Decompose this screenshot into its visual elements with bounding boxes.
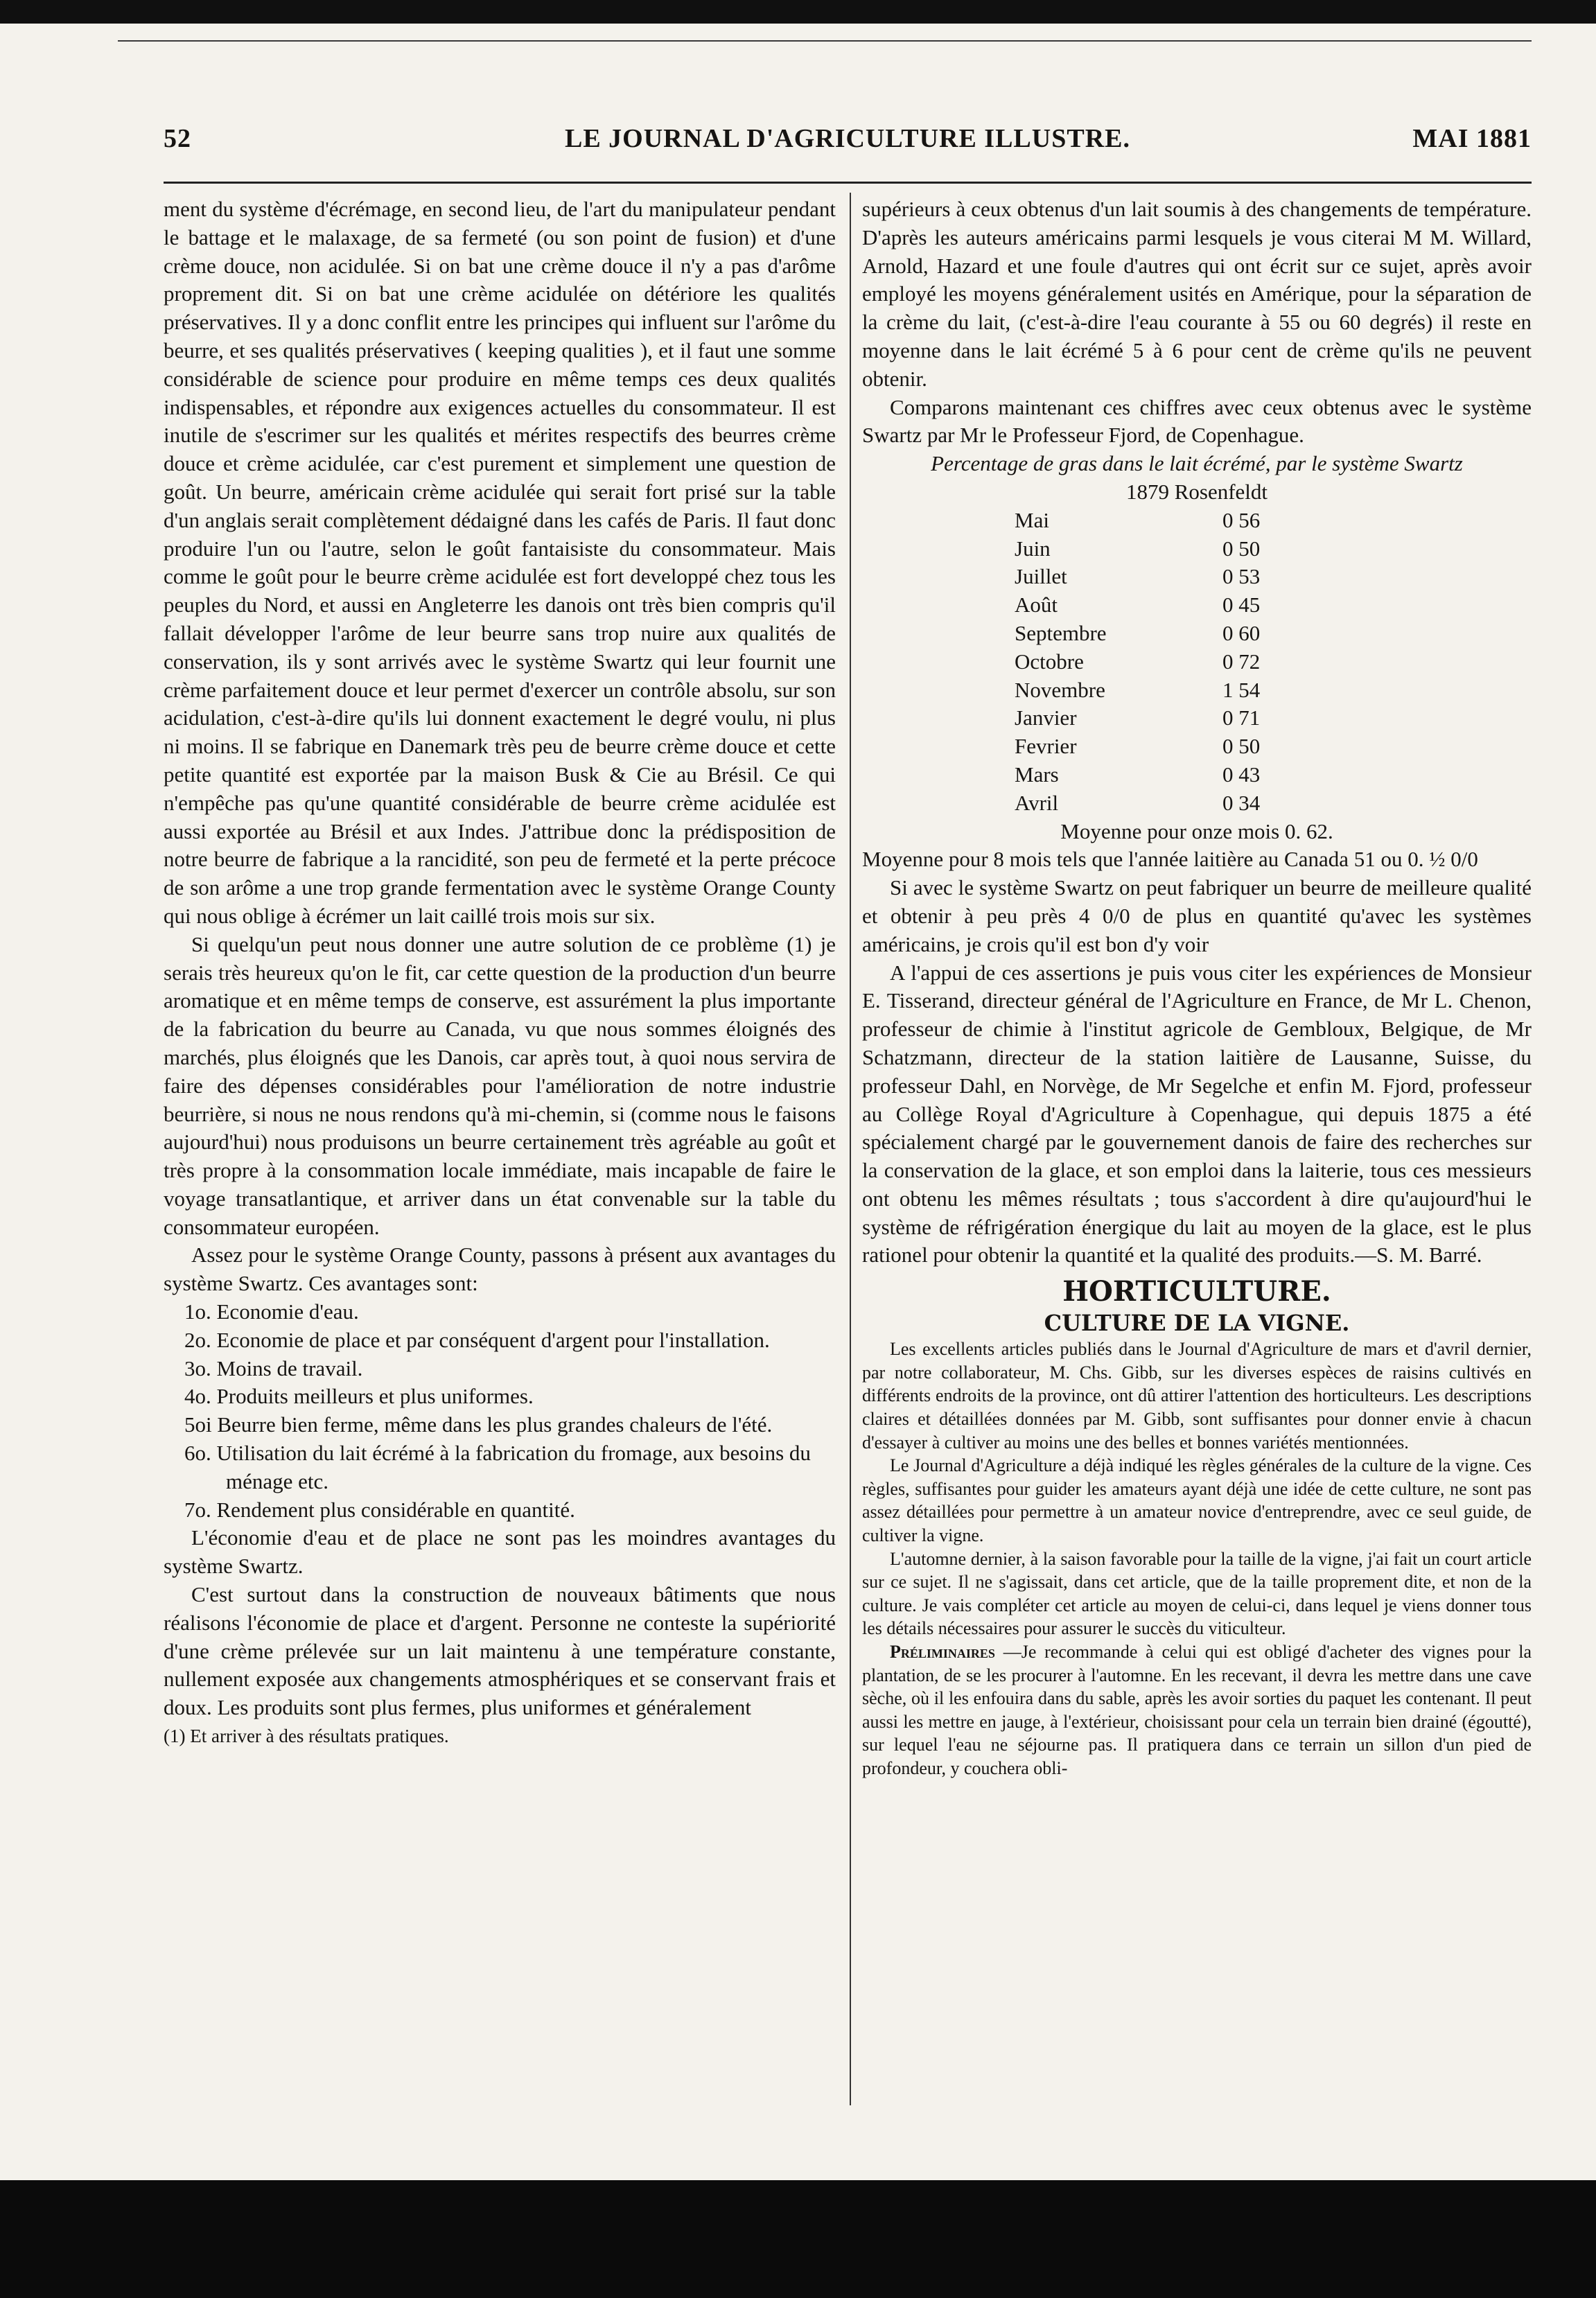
issue-date: MAI 1881: [1412, 124, 1532, 153]
paragraph: supérieurs à ceux obtenus d'un lait soumis à des changements de température. D'après les auteurs américains parmi lesquels je vous citerai M M. Willard, Arnold, Hazard et une foule d'autres qui ont écrit sur ce sujet, après avoir employé les moyens généralement usités en Amérique, pour la séparation de la crème du lait, (c'est-à-dire l'eau courante à 55 ou 60 degrés) il reste en moyenne dans le lait écrémé 5 à 6 pour cent de crème qu'ils ne peuvent obtenir.: [862, 197, 1532, 391]
month-cell: Septembre: [1015, 620, 1107, 645]
month-cell: Avril: [1015, 790, 1059, 815]
month-cell: Août: [1015, 593, 1058, 617]
paragraph: Assez pour le système Orange County, passons à présent aux avantages du système Swartz. Ces avantages sont:: [164, 1243, 836, 1296]
value-cell: 0 50: [1222, 734, 1261, 759]
table-average: Moyenne pour onze mois 0. 62.: [1060, 818, 1333, 843]
table-row: [1015, 789, 1260, 818]
page-header: [164, 123, 1532, 165]
paragraph: Les excellents articles publiés dans le Journal d'Agriculture de mars et d'avril dernier, par notre collaborateur, M. Chs. Gibb, sur les diverses espèces de raisins cultivés en différents endroits de la province, ont dû attirer l'attention des horticulteurs. Les descriptions claires et détaillées données par M. Gibb, sont suffisantes pour donner envie à chacun d'essayer à cultiver au moins une des belles et bonnes variétés mentionnées.: [862, 1339, 1532, 1453]
month-cell: Novembre: [1015, 677, 1105, 702]
list-item: 5oi Beurre bien ferme, même dans les plus grandes chaleurs de l'été.: [184, 1412, 773, 1437]
paragraph: Si avec le système Swartz on peut fabriquer un beurre de meilleure qualité et obtenir à peu près 4 0/0 de plus en quantité qu'avec les systèmes américains, je crois qu'il est bon d'y voir: [862, 875, 1532, 956]
value-cell: 1 54: [1222, 677, 1261, 702]
value-cell: 0 53: [1222, 564, 1261, 589]
value-cell: 0 71: [1222, 705, 1261, 730]
paragraph: L'économie d'eau et de place ne sont pas les moindres avantages du système Swartz.: [164, 1525, 836, 1579]
table-row: [1015, 733, 1260, 761]
column-divider: [850, 193, 851, 2105]
header-rule: [164, 182, 1532, 184]
paragraph: Comparons maintenant ces chiffres avec ceux obtenus avec le système Swartz par Mr le Professeur Fjord, de Copenhague.: [862, 394, 1532, 448]
table-subtitle: 1879 Rosenfeldt: [1125, 479, 1268, 504]
table-row: [1015, 535, 1260, 563]
list-item: 7o. Rendement plus considérable en quantité.: [184, 1497, 575, 1522]
table-row: [1015, 563, 1260, 591]
table-row: [1015, 507, 1260, 535]
table-row: [1015, 761, 1260, 789]
journal-title: LE JOURNAL D'AGRICULTURE ILLUSTRE.: [564, 124, 1130, 153]
month-cell: Mai: [1015, 507, 1049, 532]
table-row: [1015, 620, 1260, 648]
scan-top-line: [118, 40, 1532, 42]
paragraph: Si quelqu'un peut nous donner une autre solution de ce problème (1) je serais très heureux qu'on le fit, car cette question de la production d'un beurre aromatique et en même temps de conserve, est assurément la plus importante de la fabrication du beurre au Canada, vu que nous sommes éloignés des marchés, plus éloignés que les Danois, car après tout, à quoi nous servira de faire des dépenses considérables pour l'amélioration de notre industrie beurrière, si nous ne nous rendons qu'à mi-chemin, si (comme nous le faisons aujourd'hui) nous produisons un beurre certainement très agréable au goût et très propre à la consommation locale immédiate, mais incapable de faire le voyage transatlantique, et arriver dans un état convenable sur la table du consommateur européen.: [164, 931, 836, 1239]
paragraph: A l'appui de ces assertions je puis vous citer les expériences de Monsieur E. Tisserand, directeur général de l'Agriculture en France, de Mr L. Chenon, professeur de chimie à l'institut agricole de Gembloux, Belgique, de Mr Schatzmann, directeur de la station laitière de Lausanne, Suisse, du professeur Dahl, en Norvège, de Mr Segelche et enfin M. Fjord, professeur au Collège Royal d'Agriculture à Copenhague, qui depuis 1875 a été spécialement chargé par le gouvernement danois de faire des recherches sur la conservation de la glace, et son emploi dans la laiterie, tous ces messieurs ont obtenu les mêmes résultats ; tous s'accordent à dire qu'aujourd'hui le système de réfrigération énergique du lait au moyen de la glace, est le plus rationel pour obtenir la quantité et la qualité des produits.—S. M. Barré.: [862, 960, 1532, 1268]
paragraph: C'est surtout dans la construction de nouveaux bâtiments que nous réalisons l'économie de place et d'argent. Personne ne conteste la supériorité d'une crème prélevée sur un lait maintenu à une température constante, nullement exposée aux changements atmosphériques et se conservant frais et doux. Les produits sont plus fermes, plus uniformes et généralement: [164, 1582, 836, 1720]
section-subtitle: CULTURE DE LA VIGNE.: [1044, 1310, 1350, 1337]
fat-percentage-table: [1015, 507, 1260, 818]
paragraph: Le Journal d'Agriculture a déjà indiqué les règles générales de la culture de la vigne. Ces règles, suffisantes pour guider les amateurs ayant déjà une idée de cette culture, ne sont pas assez détaillées pour permettre à un amateur novice d'entreprendre, avec ce seul guide, de cultiver la vigne.: [862, 1455, 1532, 1546]
month-cell: Janvier: [1015, 705, 1077, 730]
lead-in: Préliminaires: [890, 1642, 995, 1662]
value-cell: 0 72: [1222, 649, 1261, 674]
month-cell: Octobre: [1015, 649, 1084, 674]
table-row: [1015, 704, 1260, 733]
value-cell: 0 60: [1222, 620, 1261, 645]
list-item: 6o. Utilisation du lait écrémé à la fabrication du fromage, aux besoins du ménage etc.: [184, 1441, 811, 1493]
table-caption: Percentage de gras dans le lait écrémé, par le système Swartz: [931, 451, 1463, 476]
value-cell: 0 45: [1222, 593, 1261, 617]
footnote: (1) Et arriver à des résultats pratiques.: [164, 1726, 449, 1747]
table-row: [1015, 676, 1260, 705]
value-cell: 0 43: [1222, 762, 1261, 787]
month-cell: Juin: [1015, 536, 1051, 561]
list-item: 4o. Produits meilleurs et plus uniformes.: [184, 1384, 534, 1409]
scan-top-border: [0, 0, 1596, 24]
paragraph: Moyenne pour 8 mois tels que l'année laitière au Canada 51 ou 0. ½ 0/0: [862, 847, 1478, 872]
table-row: [1015, 591, 1260, 620]
paragraph-text: —Je recommande à celui qui est obligé d'acheter des vignes pour la plantation, de se les procurer à l'automne. En les recevant, il devra les mettre dans une cave sèche, où il les enfouira dans du sable, après les avoir sorties du paquet les contenant. Il peut aussi les mettre en jauge, à l'extérieur, choisissant pour cela un terrain bien drainé (égoutté), sur lequel l'eau ne séjourne pas. Il pratiquera dans ce terrain un sillon d'un pied de profondeur, y couchera obli-: [862, 1642, 1532, 1778]
paragraph: ment du système d'écrémage, en second lieu, de l'art du manipulateur pendant le battage et le malaxage, de sa fermeté (ou son point de fusion) et d'une crème douce, non acidulée. Si on bat une crème douce il n'y a pas d'arôme proprement dit. Si on bat une crème acidulée on détériore les qualités préservatives. Il y a donc conflit entre les principes qui influent sur l'arôme du beurre, et ses qualités préservatives ( keeping qualities ), et il faut une somme considérable de science pour produire en même temps ces deux qualités indispensables, et répondre aux exigences actuelles du consommateur. Il est inutile de s'escrimer sur les qualités et mérites respectifs des beurres crème douce et crème acidulée, car c'est purement et simplement une question de goût. Un beurre, américain crème acidulée qui serait fort prisé sur la table d'un anglais serait complètement dédaigné dans les cafés de Paris. Il faut donc produire l'un ou l'autre, selon le goût fantaisiste du consommateur. Mais comme le goût pour le beurre crème acidulée est fort developpé chez tous les peuples du Nord, et aussi en Angleterre les danois ont très bien compris qu'il fallait développer l'arôme de leur beurre sans trop nuire aux qualités de conservation, ils y sont arrivés avec le système Swartz qui leur fournit une crème parfaitement douce et leur permet d'exercer un contrôle absolu, sur son acidulation, c'est-à-dire qu'ils lui donnent exactement le degré voulu, ni plus ni moins. Il se fabrique en Danemark très peu de beurre crème douce et cette petite quantité est exportée par la maison Busk & Cie au Brésil. Ce qui n'empêche pas qu'une quantité considérable de beurre crème acidulée est aussi exportée au Brésil et aux Indes. J'attribue donc la prédisposition de notre beurre de fabrique a la rancidité, son peu de fermeté et la perte précoce de son arôme a une trop grande fermentation avec le système Orange County qui nous oblige à écrémer un lait caillé trois mois sur six.: [164, 197, 836, 928]
month-cell: Juillet: [1015, 564, 1067, 589]
scan-bottom-border: [0, 2180, 1596, 2298]
right-column: [862, 195, 1532, 1780]
list-item: 3o. Moins de travail.: [184, 1356, 363, 1380]
value-cell: 0 34: [1222, 790, 1261, 815]
page-number: 52: [164, 124, 191, 153]
value-cell: 0 56: [1222, 507, 1261, 532]
advantages-list: [164, 1298, 836, 1524]
left-column: [164, 195, 836, 1751]
list-item: 1o. Economie d'eau.: [184, 1299, 359, 1324]
month-cell: Fevrier: [1015, 734, 1077, 759]
month-cell: Mars: [1015, 762, 1059, 787]
list-item: 2o. Economie de place et par conséquent d'argent pour l'installation.: [184, 1327, 770, 1352]
value-cell: 0 50: [1222, 536, 1261, 561]
paragraph: L'automne dernier, à la saison favorable pour la taille de la vigne, j'ai fait un court article sur ce sujet. Il ne s'agissait, dans cet article, que de la taille proprement dite, et non de la culture. Je vais compléter cet article au moyen de celui-ci, dans lequel je viens donner tous les détails nécessaires pour assurer le succès du viticulteur.: [862, 1548, 1532, 1639]
table-row: [1015, 648, 1260, 676]
paragraph: [862, 1640, 1532, 1780]
section-title: HORTICULTURE.: [1062, 1275, 1331, 1308]
